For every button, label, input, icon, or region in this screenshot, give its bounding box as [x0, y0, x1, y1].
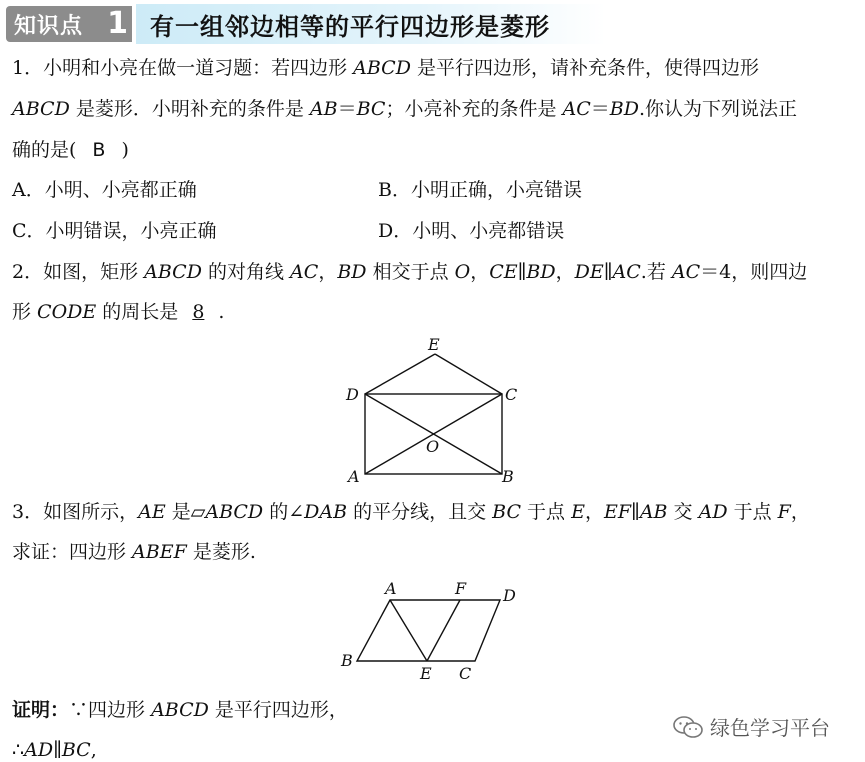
- wechat-icon: [672, 714, 704, 740]
- q1-text: 是平行四边形，请补充条件，使得四边形: [410, 57, 759, 79]
- q2-text: 相交于点: [366, 261, 455, 283]
- proof-line-2: [12, 738, 97, 762]
- q2-figure: [340, 334, 530, 489]
- q3-var: AE: [138, 501, 166, 523]
- q3-var: EF: [603, 501, 632, 523]
- q2-var: BD: [337, 261, 367, 283]
- q2-var: BD: [526, 261, 556, 283]
- q1-option-b: B．小明正确，小亮错误: [378, 179, 582, 201]
- proof-text: ,: [90, 739, 97, 761]
- segment-EC: [435, 354, 502, 394]
- label-B: B: [341, 651, 353, 670]
- q2-text: ∥: [517, 261, 527, 283]
- q2-text: 的对角线: [201, 261, 291, 283]
- q1-line-3: [12, 138, 129, 162]
- segment-DE: [365, 354, 435, 394]
- q1-line-2: [12, 97, 797, 121]
- q1-line-1: [12, 56, 759, 80]
- proof-text: ∥: [53, 739, 62, 761]
- q2-text: .若: [640, 261, 672, 283]
- q1-text: .你认为下列说法正: [639, 98, 798, 120]
- q2-var: O: [454, 261, 471, 283]
- section-title: 有一组邻边相等的平行四边形是菱形: [150, 12, 550, 41]
- q3-text: ∥: [631, 501, 640, 523]
- q1-answer: B: [92, 139, 106, 161]
- section-header: [6, 4, 606, 46]
- q1-var: AC: [562, 98, 591, 120]
- q2-var: CODE: [37, 301, 97, 323]
- watermark: [672, 712, 830, 741]
- q3-var: ABCD: [205, 501, 264, 523]
- segment-EF: [427, 600, 460, 661]
- q2-var: AC: [290, 261, 319, 283]
- q3-var: ABEF: [132, 541, 187, 563]
- q1-text: 1．小明和小亮在做一道习题：若四边形: [12, 57, 354, 79]
- q2-var: DE: [574, 261, 604, 283]
- q3-text: 的∠: [263, 501, 305, 523]
- label-C: C: [459, 664, 472, 683]
- proof-label: 证明：: [12, 699, 70, 721]
- label-F: F: [455, 579, 467, 598]
- title-banner: [136, 4, 606, 44]
- q2-line-1: [12, 260, 807, 284]
- q2-text: 2．如图，矩形: [12, 261, 145, 283]
- q1-option-d: D．小明、小亮都错误: [378, 220, 565, 242]
- q3-text: 交: [667, 501, 699, 523]
- q3-line-1: [12, 500, 810, 524]
- q1-var: ABCD: [353, 57, 411, 79]
- q2-text: ∥: [603, 261, 613, 283]
- q3-text: 是菱形.: [186, 541, 256, 563]
- q3-text: 于点: [727, 501, 778, 523]
- q1-option-c: C．小明错误，小亮正确: [12, 220, 217, 242]
- label-D: D: [503, 586, 516, 605]
- q3-var: AD: [698, 501, 728, 523]
- q2-var: AC: [671, 261, 701, 283]
- q2-text: 形: [12, 301, 38, 323]
- q2-var: ABCD: [144, 261, 202, 283]
- q1-text: ): [121, 139, 129, 161]
- knowledge-point-tag: [6, 6, 132, 42]
- q1-var: AB: [309, 98, 338, 120]
- q1-text: ＝: [590, 98, 610, 120]
- q3-var: BC: [492, 501, 521, 523]
- q2-var: CE: [489, 261, 518, 283]
- q1-text: ＝: [337, 98, 357, 120]
- q1-var: ABCD: [12, 98, 70, 120]
- proof-text: ∴: [12, 739, 25, 761]
- q2-text: ，: [555, 261, 575, 283]
- label-E: E: [428, 335, 440, 354]
- label-A: A: [385, 579, 397, 598]
- tag-label: 知识点: [14, 13, 84, 39]
- label-O: O: [426, 437, 440, 456]
- q1-var: BD: [609, 98, 639, 120]
- proof-var: ABCD: [151, 699, 209, 721]
- q1-text: ；小亮补充的条件是: [385, 98, 563, 120]
- q2-var: AC: [612, 261, 641, 283]
- q2-line-2: [12, 300, 224, 324]
- q3-text: 求证：四边形: [12, 541, 133, 563]
- q3-text: 是▱: [165, 501, 206, 523]
- q3-text: 于点: [521, 501, 572, 523]
- proof-text: 是平行四边形，: [208, 699, 348, 721]
- q3-text: ，: [790, 501, 810, 523]
- label-C: C: [505, 385, 518, 404]
- q3-text: ，: [584, 501, 604, 523]
- q3-var: F: [777, 501, 791, 523]
- q1-text: 是菱形．小明补充的条件是: [69, 98, 310, 120]
- label-E: E: [420, 664, 432, 683]
- q2-answer-blank: 8: [192, 301, 205, 323]
- segment-AE: [390, 600, 427, 661]
- q2-text: ＝4，则四边: [700, 261, 808, 283]
- q3-var: AB: [639, 501, 668, 523]
- label-A: A: [348, 467, 360, 486]
- tag-number: 1: [107, 6, 128, 41]
- label-D: D: [346, 385, 359, 404]
- q3-figure: [335, 578, 535, 683]
- q3-var: DAB: [304, 501, 348, 523]
- q3-text: 的平分线，且交: [347, 501, 493, 523]
- q2-text: .: [218, 301, 225, 323]
- q1-var: BC: [356, 98, 386, 120]
- q2-text: 的周长是: [96, 301, 179, 323]
- proof-line-1: [12, 698, 348, 722]
- q2-text: ，: [470, 261, 490, 283]
- q1-option-a: A．小明、小亮都正确: [12, 179, 197, 201]
- proof-var: AD: [24, 739, 54, 761]
- q3-line-2: [12, 540, 256, 564]
- watermark-text: 绿色学习平台: [710, 716, 830, 740]
- q3-text: 3．如图所示，: [12, 501, 139, 523]
- q2-text: ，: [318, 261, 338, 283]
- proof-text: ∵四边形: [69, 699, 152, 721]
- label-B: B: [502, 467, 514, 486]
- q3-var: E: [571, 501, 585, 523]
- proof-var: BC: [61, 739, 91, 761]
- parallelogram-ABCD: [357, 600, 500, 661]
- q1-text: 确的是(: [12, 139, 77, 161]
